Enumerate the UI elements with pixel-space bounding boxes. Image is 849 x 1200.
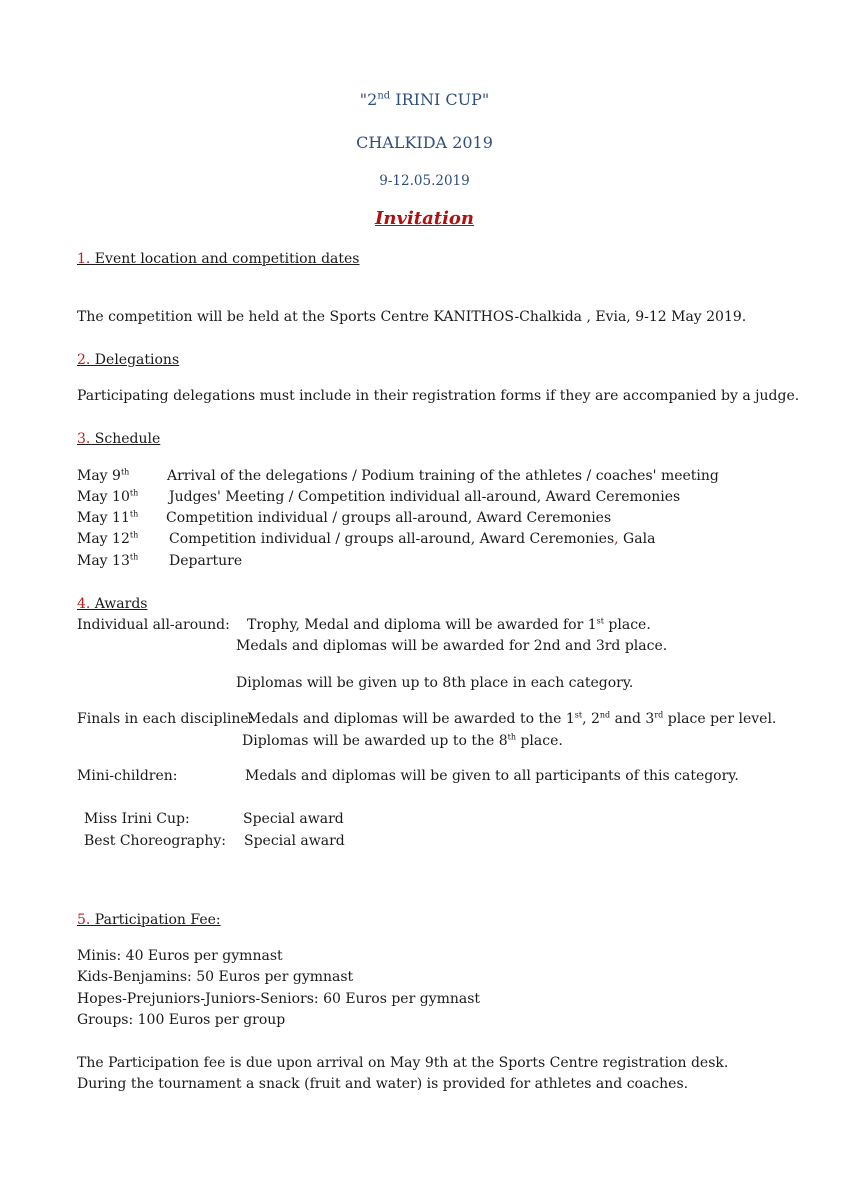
section-3-number: 3. (77, 431, 91, 447)
fee-item: Hopes-Prejuniors-Juniors-Seniors: 60 Euros per gymnast (77, 991, 481, 1007)
miss-label: Miss Irini Cup: (84, 811, 190, 827)
individual-line-1-end: place. (603, 617, 651, 633)
schedule-text: Departure (169, 553, 243, 569)
invitation-text: Invitation (374, 208, 475, 229)
fee-note-2: During the tournament a snack (fruit and water) is provided for athletes and coaches. (77, 1076, 689, 1092)
schedule-day (77, 530, 138, 548)
finals-line-1-a: Medals and diplomas will be awarded to the 1 (247, 711, 575, 727)
section-1-text: The competition will be held at the Sports Centre KANITHOS-Chalkida , Evia, 9-12 May 2019. (77, 309, 747, 325)
schedule-text-extra: Gala (618, 531, 656, 547)
schedule-text: Arrival of the delegations / Podium training of the athletes / coaches' meeting (167, 468, 719, 484)
invitation-heading (0, 208, 849, 229)
schedule-text-main: Competition individual / groups all-around, Award Ceremonies (169, 531, 615, 547)
fee-note-1: The Participation fee is due upon arrival on May 9th at the Sports Centre registration desk. (77, 1055, 729, 1071)
finals-line-2 (242, 732, 563, 750)
schedule-day-sup: th (129, 488, 139, 498)
schedule-day-sup: th (129, 530, 139, 540)
miss-text: Special award (243, 811, 344, 827)
schedule-day (77, 467, 129, 485)
schedule-day (77, 488, 138, 506)
mini-label: Mini-children: (77, 768, 178, 784)
section-5-heading (77, 911, 221, 929)
fee-item: Kids-Benjamins: 50 Euros per gymnast (77, 969, 354, 985)
event-title (0, 90, 849, 109)
title-sup: nd (377, 90, 391, 102)
schedule-day-label: May 9 (77, 468, 121, 484)
schedule-day-label: May 11 (77, 510, 130, 526)
section-4-number: 4. (77, 596, 91, 612)
section-4-title: Awards (90, 596, 148, 612)
finals-line-2-sup: th (507, 732, 517, 742)
section-1-number: 1. (77, 251, 91, 267)
fee-item: Groups: 100 Euros per group (77, 1012, 286, 1028)
schedule-comma: , (614, 531, 619, 547)
section-3-title: Schedule (90, 431, 161, 447)
event-city: CHALKIDA 2019 (356, 133, 493, 152)
finals-line-2-end: place. (516, 733, 563, 749)
schedule-day-label: May 13 (77, 553, 130, 569)
finals-sup-1: st (574, 710, 583, 720)
title-pre: "2 (359, 90, 378, 109)
event-dates: 9-12.05.2019 (379, 173, 470, 189)
section-5-number: 5. (77, 912, 91, 928)
section-5-title: Participation Fee: (90, 912, 221, 928)
individual-line-1-text: Trophy, Medal and diploma will be awarded for 1 (247, 617, 597, 633)
section-1-title: Event location and competition dates (90, 251, 360, 267)
schedule-text: Competition individual / groups all-around, Award Ceremonies (166, 510, 612, 526)
best-text: Special award (244, 833, 345, 849)
schedule-day (77, 509, 138, 527)
section-2-heading (77, 351, 179, 369)
section-4-heading (77, 595, 147, 613)
section-1-heading (77, 250, 359, 268)
individual-line-3: Diplomas will be given up to 8th place in each category. (236, 675, 634, 691)
section-3-heading (77, 430, 160, 448)
finals-sup-3: rd (654, 710, 664, 720)
individual-label: Individual all-around: (77, 617, 230, 633)
individual-line-1-sup: st (596, 616, 604, 626)
finals-label: Finals in each discipline: (77, 711, 254, 727)
schedule-text (169, 530, 655, 548)
schedule-day-label: May 12 (77, 531, 130, 547)
fee-item: Minis: 40 Euros per gymnast (77, 948, 283, 964)
mini-text: Medals and diplomas will be given to all participants of this category. (245, 768, 739, 784)
schedule-day-label: May 10 (77, 489, 130, 505)
section-2-number: 2. (77, 352, 91, 368)
best-label: Best Choreography: (84, 833, 227, 849)
title-post: IRINI CUP" (390, 90, 490, 109)
schedule-day-sup: th (120, 467, 130, 477)
individual-line-2: Medals and diplomas will be awarded for 2nd and 3rd place. (236, 638, 668, 654)
finals-sup-2: nd (599, 710, 611, 720)
schedule-day-sup: th (129, 552, 139, 562)
schedule-day-sup: th (129, 509, 139, 519)
finals-line-1-c: and 3 (610, 711, 655, 727)
finals-line-2-text: Diplomas will be awarded up to the 8 (242, 733, 508, 749)
individual-line-1 (247, 616, 651, 634)
schedule-text: Judges' Meeting / Competition individual all-around, Award Ceremonies (169, 489, 681, 505)
schedule-day (77, 552, 138, 570)
finals-line-1-b: , 2 (582, 711, 600, 727)
section-2-text: Participating delegations must include in their registration forms if they are accompanied by a judge. (77, 388, 800, 404)
finals-line-1 (247, 710, 776, 728)
section-2-title: Delegations (90, 352, 180, 368)
finals-line-1-d: place per level. (663, 711, 777, 727)
